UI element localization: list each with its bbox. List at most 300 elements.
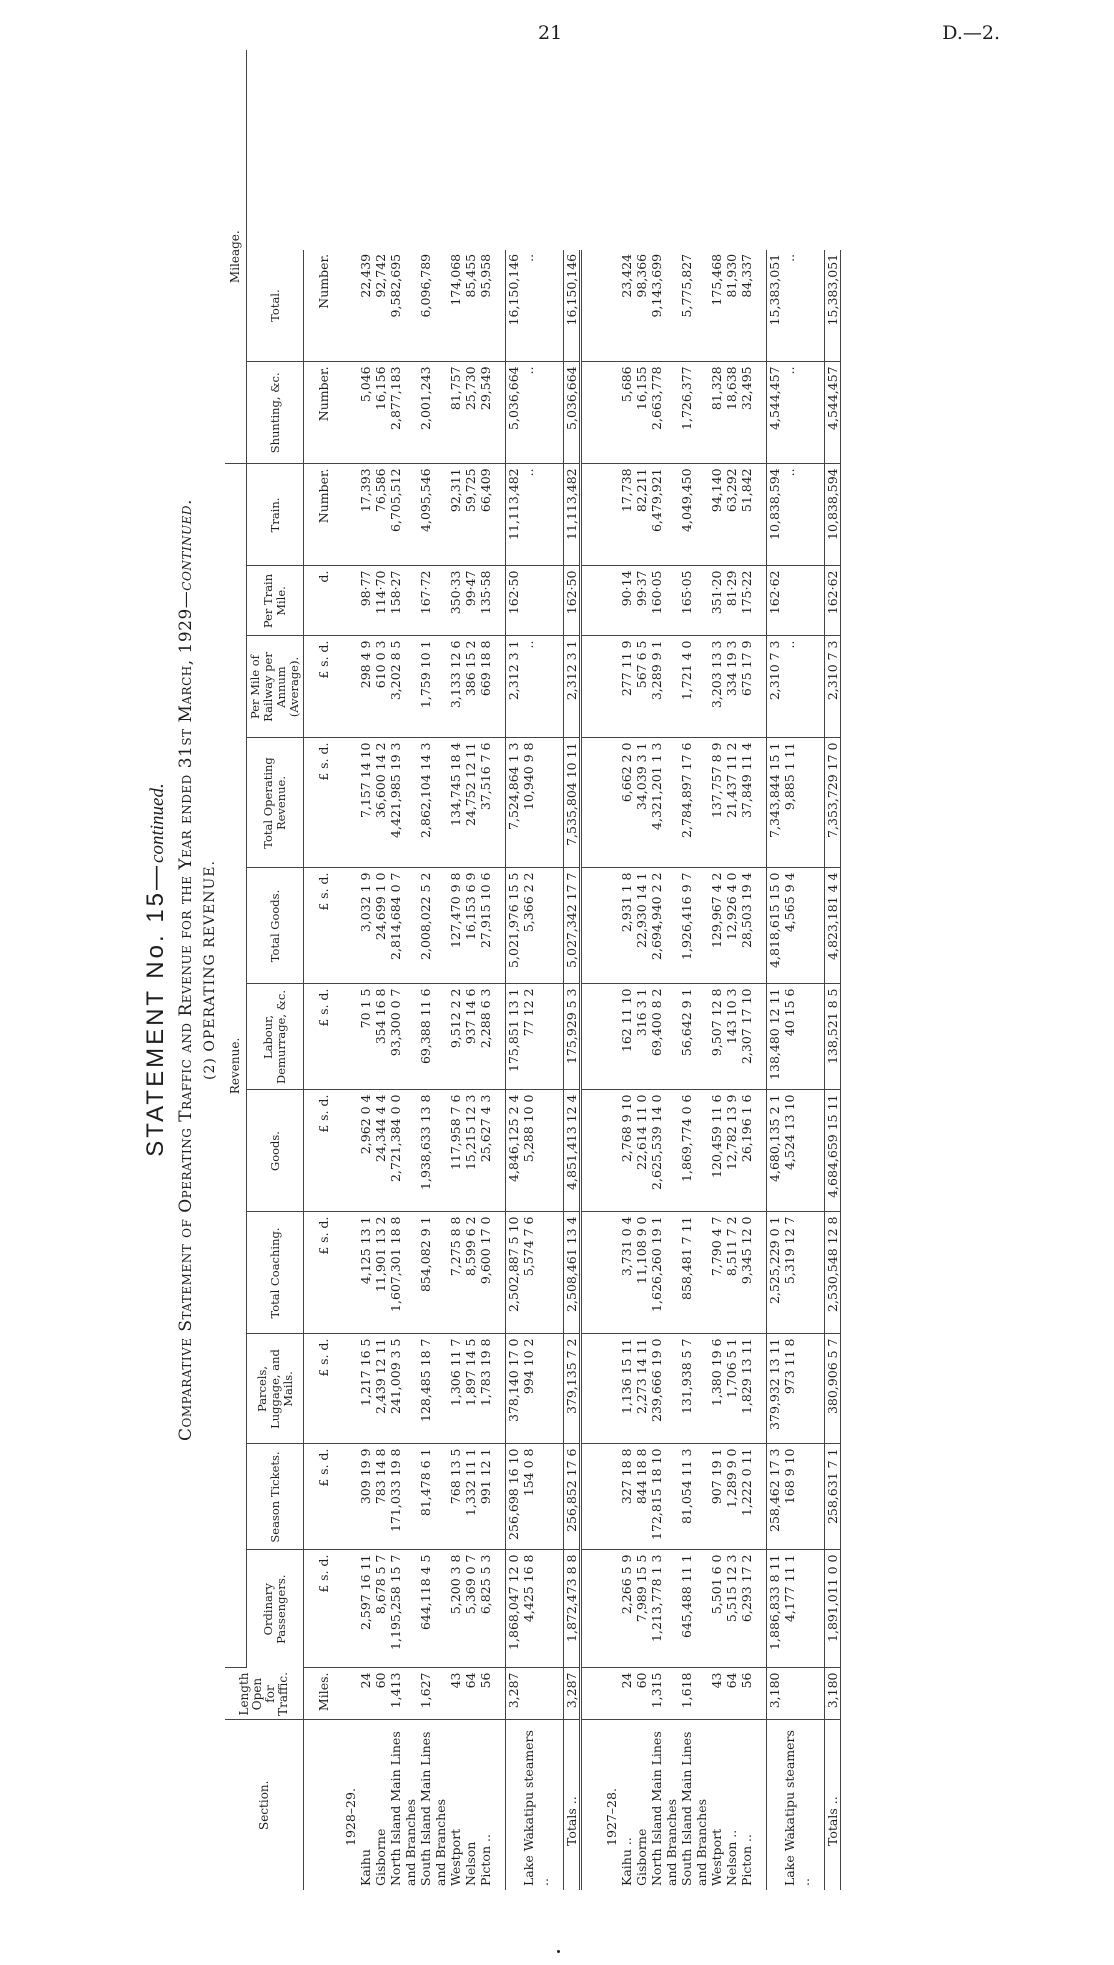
unit-cell: £ s. d. — [304, 984, 332, 1090]
table-cell: 11,108 9 0 — [634, 1212, 649, 1334]
table-cell — [331, 1668, 358, 1720]
subtotal-row — [767, 50, 783, 1890]
table-cell: 1,289 9 0 — [724, 1444, 739, 1550]
table-cell: 43 — [709, 1668, 724, 1720]
spacer-cell — [754, 1334, 767, 1444]
header-total-goods: Total Goods. — [247, 868, 304, 984]
section-name — [724, 1720, 739, 1890]
section-name — [739, 1720, 754, 1890]
table-cell: 2,694,940 2 2 — [649, 868, 679, 984]
spacer-cell — [812, 636, 825, 738]
table-cell: 174,068 — [448, 250, 463, 362]
spacer-cell — [754, 464, 767, 566]
table-row — [418, 50, 448, 1890]
table-cell — [592, 250, 619, 362]
spacer-row — [812, 50, 825, 1890]
spacer-cell — [551, 738, 564, 868]
table-cell: 1,306 11 7 — [448, 1334, 463, 1444]
table-cell: 51,842 — [739, 464, 754, 566]
table-cell: 28,503 19 4 — [739, 868, 754, 984]
table-cell: 24,752 12 11 — [463, 738, 478, 868]
spacer-cell — [551, 362, 564, 464]
spacer-cell — [551, 566, 564, 636]
table-cell: 4,125 13 1 — [358, 1212, 373, 1334]
section-name — [463, 1720, 478, 1890]
header-shunting: Shunting, &c. — [247, 362, 304, 464]
section-label: Westport — [709, 1828, 724, 1886]
table-cell: 258,462 17 3 — [767, 1444, 783, 1550]
table-row — [649, 50, 679, 1890]
table-cell: 1,829 13 11 — [739, 1334, 754, 1444]
table-cell: .. — [782, 636, 812, 738]
spacer-cell — [754, 1212, 767, 1334]
table-cell: 2,768 9 10 — [619, 1090, 634, 1212]
table-cell: 165·05 — [679, 566, 709, 636]
table-cell — [331, 1444, 358, 1550]
table-cell: 4,851,413 12 4 — [564, 1090, 581, 1212]
spacer-row — [493, 50, 506, 1890]
rotated-statement — [72, 50, 1072, 1890]
unit-cell: £ s. d. — [304, 1550, 332, 1668]
table-cell — [592, 984, 619, 1090]
table-cell: 24,699 1 0 — [373, 868, 388, 984]
unit-cell: £ s. d. — [304, 636, 332, 738]
spacer-cell — [812, 250, 825, 362]
table-cell: 8,511 7 2 — [724, 1212, 739, 1334]
spacer-row — [754, 50, 767, 1890]
table-cell: 160·05 — [649, 566, 679, 636]
totals-row — [564, 50, 581, 1890]
spacer-cell — [493, 1550, 506, 1668]
section-label: Kaihu .. — [619, 1837, 634, 1886]
table-cell: 56 — [739, 1668, 754, 1720]
table-cell: 4,823,181 4 4 — [825, 868, 841, 984]
table-cell: 25,627 4 3 — [478, 1090, 493, 1212]
table-cell: 24 — [619, 1668, 634, 1720]
table-cell: 6,825 5 3 — [478, 1550, 493, 1668]
table-cell: 7,275 8 8 — [448, 1212, 463, 1334]
table-cell: 99·37 — [634, 566, 649, 636]
table-cell: 84,337 — [739, 250, 754, 362]
table-cell: 5,366 2 2 — [521, 868, 551, 984]
table-cell: 386 15 2 — [463, 636, 478, 738]
table-cell: 907 19 1 — [709, 1444, 724, 1550]
header-revenue: Revenue. — [225, 464, 247, 1668]
table-cell: 10,838,594 — [767, 464, 783, 566]
section-name — [478, 1720, 493, 1890]
spacer-cell — [551, 250, 564, 362]
table-cell: 644,118 4 5 — [418, 1550, 448, 1668]
table-cell: 6,479,921 — [649, 464, 679, 566]
spacer-cell — [581, 464, 593, 566]
spacer-cell — [754, 1444, 767, 1550]
table-cell: 1,721 4 0 — [679, 636, 709, 738]
section-label: Kaihu — [358, 1849, 373, 1886]
table-cell: 8,678 5 7 — [373, 1550, 388, 1668]
steamers-row — [782, 50, 812, 1890]
table-cell: 60 — [634, 1668, 649, 1720]
table-cell: 256,698 16 10 — [506, 1444, 522, 1550]
spacer-cell — [493, 1720, 506, 1890]
table-cell: 16,150,146 — [564, 250, 581, 362]
table-cell: .. — [521, 636, 551, 738]
table-cell — [331, 636, 358, 738]
spacer-cell — [493, 464, 506, 566]
section-label: Totals .. — [564, 1796, 579, 1846]
table-cell: 3,180 — [767, 1668, 783, 1720]
table-cell: 128,485 18 7 — [418, 1334, 448, 1444]
spacer-cell — [551, 1550, 564, 1668]
table-cell: 1,869,774 0 6 — [679, 1090, 709, 1212]
spacer-cell — [812, 1550, 825, 1668]
table-cell — [592, 1668, 619, 1720]
table-cell — [592, 1444, 619, 1550]
table-cell: 117,958 7 6 — [448, 1090, 463, 1212]
table-cell: 4,684,659 15 11 — [825, 1090, 841, 1212]
table-cell — [331, 566, 358, 636]
table-cell: 69,388 11 6 — [418, 984, 448, 1090]
table-cell: 6,096,789 — [418, 250, 448, 362]
table-cell: 93,300 0 7 — [388, 984, 418, 1090]
section-label: North Island Main Lines and Branches — [388, 1731, 418, 1886]
header-length: Length Open for Traffic. — [225, 1668, 304, 1720]
table-row — [373, 50, 388, 1890]
table-cell: 5,288 10 0 — [521, 1090, 551, 1212]
table-row — [619, 50, 634, 1890]
table-cell: 4,095,546 — [418, 464, 448, 566]
spacer-cell — [493, 738, 506, 868]
section-label: Nelson .. — [724, 1829, 739, 1886]
table-cell: 56,642 9 1 — [679, 984, 709, 1090]
table-cell: 3,731 0 4 — [619, 1212, 634, 1334]
spacer-cell — [551, 464, 564, 566]
section-name — [373, 1720, 388, 1890]
table-cell: 4,524 13 10 — [782, 1090, 812, 1212]
section-name — [564, 1720, 581, 1890]
table-cell: 973 11 8 — [782, 1334, 812, 1444]
table-cell: 1,618 — [679, 1668, 709, 1720]
table-cell: 2,310 7 3 — [767, 636, 783, 738]
table-cell: 24,344 4 4 — [373, 1090, 388, 1212]
spacer-cell — [581, 362, 593, 464]
spacer-cell — [581, 636, 593, 738]
unit-cell: Number. — [304, 464, 332, 566]
table-cell: 4,425 16 8 — [521, 1550, 551, 1668]
table-cell: 43 — [448, 1668, 463, 1720]
table-cell: 2,625,539 14 0 — [649, 1090, 679, 1212]
table-cell: 10,838,594 — [825, 464, 841, 566]
spacer-cell — [812, 738, 825, 868]
header-mileage: Mileage. — [225, 50, 247, 464]
table-cell — [331, 250, 358, 362]
table-cell: 9,345 12 0 — [739, 1212, 754, 1334]
subtitle-cont: continued. — [176, 499, 196, 591]
table-row — [388, 50, 418, 1890]
table-cell: 2,266 5 9 — [619, 1550, 634, 1668]
table-cell: 1,726,377 — [679, 362, 709, 464]
section-name — [619, 1720, 634, 1890]
table-cell: 7,343,844 15 1 — [767, 738, 783, 868]
table-cell: 5,574 7 6 — [521, 1212, 551, 1334]
table-cell: 70 1 5 — [358, 984, 373, 1090]
table-cell: 40 15 6 — [782, 984, 812, 1090]
section-label: Lake Wakatipu steamers .. — [521, 1730, 551, 1886]
table-cell: 5,369 0 7 — [463, 1550, 478, 1668]
table-cell: 2,307 17 10 — [739, 984, 754, 1090]
table-cell: 175,929 5 3 — [564, 984, 581, 1090]
table-cell: 1,315 — [649, 1668, 679, 1720]
table-cell: 64 — [463, 1668, 478, 1720]
table-cell — [592, 1090, 619, 1212]
table-cell: 64 — [724, 1668, 739, 1720]
table-cell: 17,738 — [619, 464, 634, 566]
table-cell: 22,439 — [358, 250, 373, 362]
table-cell: 2,784,897 17 6 — [679, 738, 709, 868]
table-row — [724, 50, 739, 1890]
section-label: South Island Main Lines and Branches — [418, 1731, 448, 1886]
document-id: D.—2. — [942, 22, 1000, 44]
table-cell: 3,287 — [564, 1668, 581, 1720]
table-cell: 277 11 9 — [619, 636, 634, 738]
spacer-cell — [493, 1668, 506, 1720]
table-cell: 162 11 10 — [619, 984, 634, 1090]
table-cell: 2,530,548 12 8 — [825, 1212, 841, 1334]
table-cell: 1,706 5 1 — [724, 1334, 739, 1444]
table-cell — [521, 566, 551, 636]
spacer-cell — [493, 362, 506, 464]
table-cell: 675 17 9 — [739, 636, 754, 738]
spacer-cell — [754, 1720, 767, 1890]
table-cell: 309 19 9 — [358, 1444, 373, 1550]
table-cell: 3,202 8 5 — [388, 636, 418, 738]
revenue-table — [225, 50, 841, 1890]
spacer-cell — [581, 984, 593, 1090]
table-cell: 3,203 13 3 — [709, 636, 724, 738]
table-cell: 82,211 — [634, 464, 649, 566]
table-cell: 768 13 5 — [448, 1444, 463, 1550]
table-cell: 5,036,664 — [506, 362, 522, 464]
table-cell: 81,478 6 1 — [418, 1444, 448, 1550]
table-cell: 4,177 11 1 — [782, 1550, 812, 1668]
unit-cell: £ s. d. — [304, 1334, 332, 1444]
table-cell: 3,133 12 6 — [448, 636, 463, 738]
table-cell: 379,135 7 2 — [564, 1334, 581, 1444]
table-cell — [521, 1668, 551, 1720]
unit-cell: £ s. d. — [304, 1444, 332, 1550]
table-cell — [592, 464, 619, 566]
table-cell — [592, 1334, 619, 1444]
spacer-cell — [493, 1090, 506, 1212]
table-cell: 81,328 — [709, 362, 724, 464]
table-cell: 175·22 — [739, 566, 754, 636]
unit-cell: Number. — [304, 362, 332, 464]
table-cell: 16,155 — [634, 362, 649, 464]
table-cell: 162·50 — [564, 566, 581, 636]
header-coaching: Total Coaching. — [247, 1212, 304, 1334]
header-train: Train. — [247, 464, 304, 566]
table-cell: .. — [521, 464, 551, 566]
table-cell: 4,818,615 15 0 — [767, 868, 783, 984]
section-label: South Island Main Lines and Branches — [679, 1731, 709, 1886]
table-cell: .. — [782, 464, 812, 566]
spacer-cell — [493, 636, 506, 738]
table-cell: 7,353,729 17 0 — [825, 738, 841, 868]
table-cell: 16,150,146 — [506, 250, 522, 362]
table-cell — [331, 1334, 358, 1444]
table-cell: 69,400 8 2 — [649, 984, 679, 1090]
spacer-cell — [754, 1550, 767, 1668]
table-cell: 81,930 — [724, 250, 739, 362]
table-cell: 59,725 — [463, 464, 478, 566]
table-cell: 175,468 — [709, 250, 724, 362]
table-cell: 9,885 1 11 — [782, 738, 812, 868]
table-cell: 5,686 — [619, 362, 634, 464]
spacer-cell — [754, 636, 767, 738]
header-per-train-mile: Per Train Mile. — [247, 566, 304, 636]
table-cell: 27,915 10 6 — [478, 868, 493, 984]
table-cell: 5,027,342 17 7 — [564, 868, 581, 984]
table-cell: 2,288 6 3 — [478, 984, 493, 1090]
table-cell: .. — [782, 362, 812, 464]
table-cell: 15,215 12 3 — [463, 1090, 478, 1212]
spacer-cell — [812, 566, 825, 636]
unit-cell: £ s. d. — [304, 1090, 332, 1212]
table-cell: 120,459 11 6 — [709, 1090, 724, 1212]
spacer-row — [551, 50, 564, 1890]
table-cell: 90·14 — [619, 566, 634, 636]
table-cell: 2,312 3 1 — [564, 636, 581, 738]
table-cell: 22,930 14 1 — [634, 868, 649, 984]
table-row — [448, 50, 463, 1890]
totals-row — [825, 50, 841, 1890]
table-cell: 167·72 — [418, 566, 448, 636]
table-cell: 24 — [358, 1668, 373, 1720]
table-cell: 610 0 3 — [373, 636, 388, 738]
table-cell — [592, 362, 619, 464]
spacer-cell — [812, 362, 825, 464]
table-cell: 5,775,827 — [679, 250, 709, 362]
table-cell: 63,292 — [724, 464, 739, 566]
table-cell: 32,495 — [739, 362, 754, 464]
spacer-cell — [581, 1668, 593, 1720]
table-cell — [782, 566, 812, 636]
table-cell: 99·47 — [463, 566, 478, 636]
table-cell: 1,759 10 1 — [418, 636, 448, 738]
table-cell: 5,200 3 8 — [448, 1550, 463, 1668]
section-name — [825, 1720, 841, 1890]
table-cell: 25,730 — [463, 362, 478, 464]
section-name — [679, 1720, 709, 1890]
spacer-cell — [754, 566, 767, 636]
table-cell: 354 16 8 — [373, 984, 388, 1090]
table-cell: 85,455 — [463, 250, 478, 362]
table-cell: 129,967 4 2 — [709, 868, 724, 984]
spacer-cell — [551, 1334, 564, 1444]
table-cell: 783 14 8 — [373, 1444, 388, 1550]
spacer-cell — [493, 1334, 506, 1444]
table-cell: 9,143,699 — [649, 250, 679, 362]
table-cell: 92,742 — [373, 250, 388, 362]
table-cell: 37,849 11 4 — [739, 738, 754, 868]
table-cell: 138,521 8 5 — [825, 984, 841, 1090]
table-cell: 298 4 9 — [358, 636, 373, 738]
spacer-cell — [581, 1212, 593, 1334]
table-cell: 4,049,450 — [679, 464, 709, 566]
table-cell — [592, 636, 619, 738]
table-cell: 162·62 — [825, 566, 841, 636]
header-labour: Labour, Demurrage, &c. — [247, 984, 304, 1090]
table-cell: 2,862,104 14 3 — [418, 738, 448, 868]
units-section-blank — [304, 1720, 332, 1890]
table-cell: 2,310 7 3 — [825, 636, 841, 738]
table-cell — [592, 566, 619, 636]
table-row — [679, 50, 709, 1890]
table-body — [304, 50, 841, 1890]
table-cell: 1,891,011 0 0 — [825, 1550, 841, 1668]
table-row — [634, 50, 649, 1890]
table-cell: 4,680,135 2 1 — [767, 1090, 783, 1212]
table-cell: 26,196 1 6 — [739, 1090, 754, 1212]
section-name — [634, 1720, 649, 1890]
spacer-cell — [754, 984, 767, 1090]
table-cell: 334 19 3 — [724, 636, 739, 738]
table-cell: 5,515 12 3 — [724, 1550, 739, 1668]
unit-cell: £ s. d. — [304, 738, 332, 868]
table-cell: 131,938 5 7 — [679, 1334, 709, 1444]
table-cell: 1,783 19 8 — [478, 1334, 493, 1444]
table-cell: 16,156 — [373, 362, 388, 464]
section-label: Westport — [448, 1828, 463, 1886]
table-cell: 172,815 18 10 — [649, 1444, 679, 1550]
table-cell: 1,222 0 11 — [739, 1444, 754, 1550]
spacer-cell — [754, 1668, 767, 1720]
table-cell: 92,311 — [448, 464, 463, 566]
header-season: Season Tickets. — [247, 1444, 304, 1550]
spacer-cell — [493, 566, 506, 636]
section-name — [388, 1720, 418, 1890]
table-cell: 1,213,778 1 3 — [649, 1550, 679, 1668]
table-cell: 138,480 12 11 — [767, 984, 783, 1090]
period-row — [592, 50, 619, 1890]
table-cell: 2,525,229 0 1 — [767, 1212, 783, 1334]
table-cell: 350·33 — [448, 566, 463, 636]
table-cell: 1,626,260 19 1 — [649, 1212, 679, 1334]
section-label: Gisborne — [634, 1828, 649, 1886]
period-label: 1928–29. — [343, 1788, 358, 1846]
table-cell: 854,082 9 1 — [418, 1212, 448, 1334]
table-cell: 2,663,778 — [649, 362, 679, 464]
title-main: STATEMENT No. 15— — [142, 862, 169, 1157]
unit-cell: Miles. — [304, 1668, 332, 1720]
table-cell: 9,507 12 8 — [709, 984, 724, 1090]
table-cell: 2,931 1 8 — [619, 868, 634, 984]
spacer-cell — [812, 868, 825, 984]
table-cell: 1,136 15 11 — [619, 1334, 634, 1444]
table-cell: 2,273 14 11 — [634, 1334, 649, 1444]
spacer-cell — [551, 868, 564, 984]
table-cell — [331, 738, 358, 868]
table-cell: 66,409 — [478, 464, 493, 566]
table-cell: 2,814,684 0 7 — [388, 868, 418, 984]
section-name — [649, 1720, 679, 1890]
table-cell: 241,009 3 5 — [388, 1334, 418, 1444]
spacer-cell — [754, 250, 767, 362]
table-cell: 2,962 0 4 — [358, 1090, 373, 1212]
table-cell: 143 10 3 — [724, 984, 739, 1090]
table-cell: 81,757 — [448, 362, 463, 464]
table-cell: 645,488 11 1 — [679, 1550, 709, 1668]
spacer-cell — [551, 636, 564, 738]
